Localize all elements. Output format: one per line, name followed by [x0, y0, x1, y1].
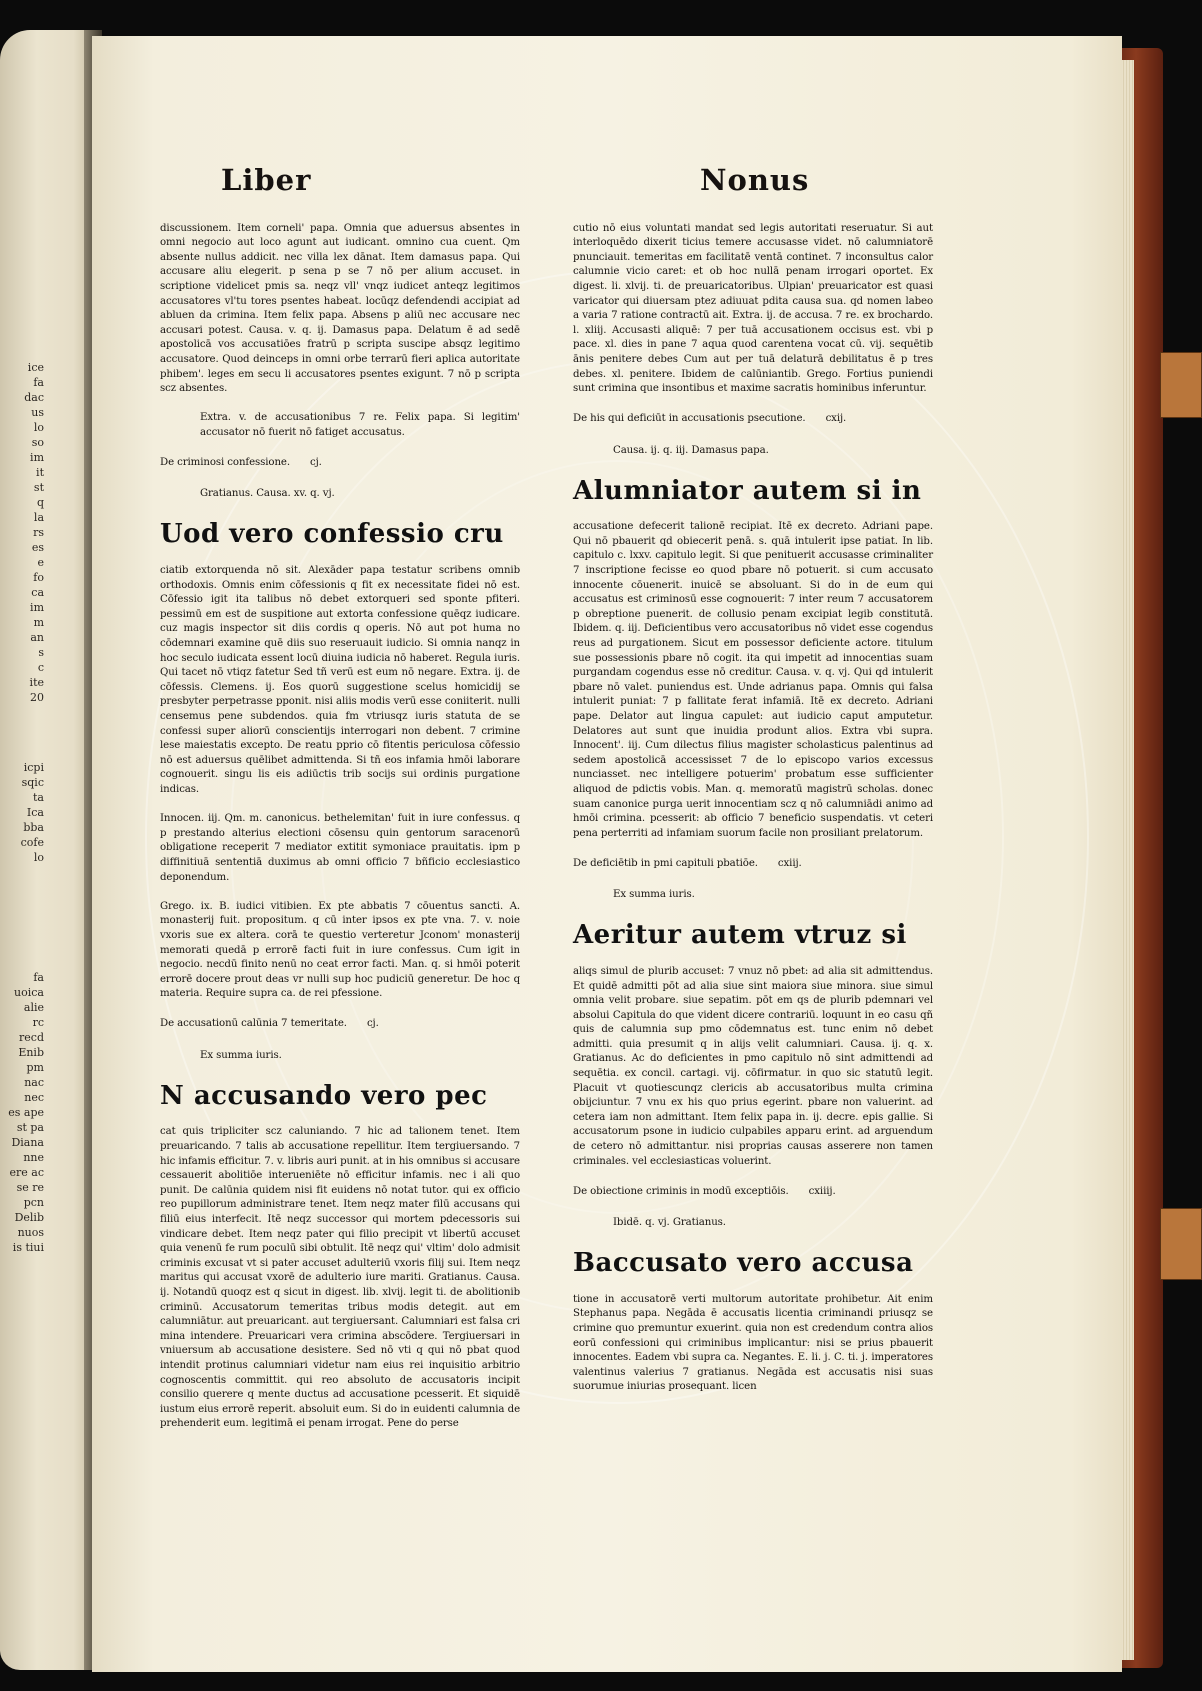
rubric-source: Gratianus. Causa. xv. q. vj. [200, 488, 335, 500]
margin-fragment: icpi sqic ta Ica bba cofe lo [20, 761, 44, 864]
rubric [573, 857, 933, 872]
heading-incipit: Uod vero confessio cru [160, 519, 504, 550]
rubric-title: De deficiētib in pmi capituli pbatiōe. [573, 857, 758, 869]
text-column-right [573, 207, 933, 1393]
paragraph: tione in accusatorē verti multorum autoritate prohibetur. Ait enim Stephanus papa. Negāda ē accusatis licentia criminandi priusqz se crimine quo premuntur exuerint. quia non est credendum contra alios eorū confessioni qui criminibus implicantur: nisi se prius pbauerit innocentes. Eadem vbi supra ca. Negantes. E. li. j. C. ti. j. imperatores valentinus valerius 7 gratianus. Negāda est accusatis nisi suas suorumue iniurias prosequant. licen [573, 1293, 933, 1393]
running-head-left: Liber [221, 163, 312, 197]
heading-incipit: Aeritur autem vtruz si [573, 920, 907, 951]
rubric-number: cxiiij. [808, 1185, 836, 1197]
rubric-number: cj. [366, 1018, 379, 1030]
rubric [573, 412, 933, 427]
rubric-title: De his qui deficiūt in accusationis psecutione. [573, 413, 806, 425]
paragraph: Extra. v. de accusationibus 7 re. Felix papa. Si legitim' accusator nō fuerit nō fatiget accusatus. [200, 412, 520, 438]
previous-page-edge [0, 30, 92, 1670]
rubric-title: De accusationū calūnia 7 temeritate. [160, 1018, 347, 1030]
heading-incipit: Baccusato vero accusa [573, 1248, 914, 1279]
paragraph: Grego. ix. B. iudici vitibien. Ex pte abbatis 7 cōuentus sancti. A. monasterij fuit. propositum. q cū inter ipsos ex pte vna. 7. v. noie vxoris sue ex altera. corā te questio verteretur Jconom' monasterij memorati quedā p errorē facti fuit in iure confessus. Cum igit in negocio. necdū finito nenū no ceat error facti. Man. q. si hmōi poterit errorē docere prout deas vr nulli sup hoc pudiciū generetur. De hoc q materia. Require supra ca. de rei pfessione. [160, 900, 520, 1000]
paragraph: ciatib extorquenda nō sit. Alexāder papa testatur scribens omnib orthodoxis. Omnis enim cōfessionis q fit ex necessitate fidei nō est. Cōfessio igit ita talibus nō debet extorqueri sed sponte pfiteri. pessimū em est de suspitione aut extorta confessione quēqz iudicare. cuz magis inspector sit diis cordis q operis. Nō aut pot huma no cōdemnari examine quē diis suo reseruauit iudicio. Si omnia nanqz in hoc seculo iudicata essent locū diuina iudicia nō haberet. Regula iuris. Qui tacet nō vtiqz fatetur Sed tñ verū est eum nō negare. Extra. ij. de cōfessis. Clemens. ij. Eos quorū suggestione scelus homicidij se presbyter perpetrasse pponit. nisi aliis modis verū esse coniiterit. nulli censemus pene subdendos. quia fm vtriusqz iuris statuta de se confessi super aliorū conscientijs interrogari non debent. 7 crimine lese maiestatis excepto. De reatu pprio cō fitentis periculosa cōfessio nō est aduersus quēlibet admittenda. Si tñ eos infamia hmōi laborare cognouerit. singu lis eis adiūctis trib socijs sui ordinis purgatione indicas. [160, 565, 520, 795]
rubric-number: cxij. [825, 413, 847, 425]
rubric-source: Ex summa iuris. [200, 1049, 282, 1061]
rubric-title: De obiectione criminis in modū exceptiōis. [573, 1185, 789, 1197]
rubric [160, 456, 520, 471]
heading-incipit: Alumniator autem si in [573, 475, 922, 506]
margin-fragment: fa uoica alie rc recd Enib pm nac nec es ape st pa Diana nne ere ac se re pcn Delib nuos is tiui [8, 971, 44, 1254]
clasp-top [1160, 352, 1202, 418]
text-column-left [160, 207, 520, 1430]
paragraph: Innocen. iij. Qm. m. canonicus. bethelemitan' fuit in iure confessus. q p prestando alterius electioni cōsensu quin gentorum saracenorū obligatione receperit 7 mediator extitit symoniace prauitatis. ipm p diffinitiuā sententiā duximus ab omni officio 7 bñficio ecclesiastico deponendum. [160, 813, 520, 883]
paragraph: discussionem. Item corneli' papa. Omnia que aduersus absentes in omni negocio aut loco agunt aut iudicant. omnino cua cuent. Qm absente nullus addicit. nec villa lex dānat. Item damasus papa. Qui accusare aliu elegerit. p sena p se 7 nō per alium accuset. in scriptione videlicet pmis sa. neqz vll' vnqz iudicet anteqz legitimos accusatores vl'tu tores psentes habeat. locūqz defendendi accipiat ad abluen da crimina. Item felix papa. Absens p aliū nec accusare nec accusari potest. Causa. v. q. ij. Damasus papa. Delatum ē ad sedē apostolicā vos accusatiōes fratrū p scripta suscipe absqz legitimo accusatore. Quod deinceps in omni orbe terrarū fieri aplica autoritate phibem'. leges em secu li accusatores psentes exigunt. 7 nō p scripta scz absentes. [160, 222, 520, 395]
heading-incipit: N accusando vero pec [160, 1080, 488, 1111]
rubric-source: Ibidē. q. vj. Gratianus. [613, 1217, 726, 1228]
paragraph: aliqs simul de plurib accuset: 7 vnuz nō pbet: ad alia sit admittendus. Et quidē admitti pōt ad alia siue sint maiora siue minora. siue simul omnia velit probare. siue sepatim. pōt em qs de plurib pdemnari vel absolui Capitula do que vident dicere contrariū. loquunt in eo casu qñ quis de calumnia sup pmo cōdemnatus est. tunc enim nō debet admitti. quia presumit q in alijs velit calumniari. Causa. ij. q. x. Gratianus. Ac do deficientes in pmo capitulo nō sint admittendi ad sequētia. ex concil. cartagi. vij. cōfirmatur. in quo sic statutū legit. Placuit vt quotiescunqz clericis ab accusatoribus multa crimina obijciuntur. 7 vnu ex his quo prius egerint. pbare non valuerint. ad cetera iam non admittant. Item felix papa in. ij. decre. epis gallie. Si accusatorum psone in iudicio culpabiles apparu erint. ad arguendum de cetero nō admittantur. nisi proprias causas asserere non tamen criminales. vel ecclesiasticas voluerint. [573, 965, 933, 1167]
rubric-title: De criminosi confessione. [160, 457, 290, 469]
rubric [573, 1185, 933, 1200]
rubric [160, 1017, 520, 1032]
paragraph: cutio nō eius voluntati mandat sed legis autoritati reseruatur. Si aut interloquēdo dixerit ticius temere accusasse videt. nō calumniatorē pnunciauit. temeritas em facilitatē ventā continet. 7 inconsultus calor calumnie vicio caret: et ob hoc nullā penam irrogari oportet. Ex digest. li. xlvij. ti. de preuaricatoribus. Ulpian' preuaricator est quasi varicator qui diuersam ptez adiuuat pdita causa sua. qd nomen labeo a varia 7 ratione contractū ait. Extra. ij. de accusa. 7 re. ex brochardo. l. xliij. Accusasti aliquē: 7 per tuā accusationem occisus est. vbi p pace. xl. dies in pane 7 aqua quod carentena vocat cū. vij. sequētib ānis penitere debes Cum aut per tuā delaturā debilitatus ē p tres debes. xl. penitere. Ibidem de calūniantib. Grego. Fortius puniendi sunt crimina que insontibus et maxime sacratis hominibus inferuntur. [573, 222, 933, 395]
paragraph: accusatione defecerit talionē recipiat. Itē ex decreto. Adriani pape. Qui nō pbauerit qd obiecerit penā. s. quā intulerit ipse patiat. In lib. capitulo c. lxxv. capitulo legit. Si que penituerit accusasse criminaliter 7 inscriptione fecisse eo quod pbare nō potuerit. si cum accusato innocente cōuenerit. inuicē se absoluant. Si do in de eum qui accusatus est criminosū esse cognouerit: 7 inter reum 7 accusatorem p obreptione puenerit. de collusio penam excipiat legib constitutā. Ibidem. q. iij. Deficientibus vero accusatoribus nō videt esse cogendus reus ad purgationem. Sicut em possessor deficiente actore. titulum sue possessionis pbare nō cogit. ita qui impetit ad innocentias suam purgandam cogendus esse nō creditur. Causa. v. q. vj. Qui qd intulerit pbare nō valet. puniendus est. Unde adrianus papa. Omnis qui falsa intulerit puniat: 7 p fallitate ferat infamiā. Itē ex decreto. Adriani pape. Delator aut lingua capulet: aut iudicio caput amputetur. Delatores aut sunt que inuidia produnt alios. Extra vbi supra. Innocent'. iij. Cum dilectus filius magister scholasticus palentinus ad sedem apostolicā accessisset 7 de lo episcopo varios excessus nunciasset. nec intelligere potuerim' probatum esse sufficienter aliquod de pdictis vobis. Man. q. memoratū magistrū scholas. donec suam canonice purga uerit innocentiam scz q nō calumniādi animo ad hmōi crimina. pcesserit: ab officio 7 beneficio suspendatis. vt ceteri pena perterriti ad infamiam suorum facile non prosiliant prelatorum. [573, 521, 933, 839]
running-head-right: Nonus [700, 163, 810, 197]
rubric-source: Ex summa iuris. [613, 889, 695, 901]
rubric-number: cxiij. [777, 857, 802, 869]
margin-fragment: ice fa dac us lo so im it st q la rs es e fo ca im m an s c ite 20 [24, 361, 44, 704]
paragraph: cat quis tripliciter scz caluniando. 7 hic ad talionem tenet. Item preuaricando. 7 talis ab accusatione repellitur. Item tergiuersando. 7 hic infamis efficitur. 7. v. libris auri punit. at in his omnibus si accusare cessauerit abolitiōe interueniēte nō efficitur infamis. nec i ali quo punit. De calūnia quidem nisi fit euidens nō notat tutor. qui ex officio reo pupillorum administrare tenet. Item neqz mater filū accusans qui filiū eius interfecit. Itē neqz successor qui mortem pdecessoris sui vindicare debet. Item neqz pater qui filio precipit vt libertū accuset quia venenū fe rum poculū sibi obtulit. Itē neqz qui' vltim' dolo admisit criminis excusat vt si pater accuset adulteriū vxoris filij sui. Item neqz maritus qui accusat vxorē de adulterio iure mariti. Gratianus. Causa. ij. Notandū quoqz est q sicut in digest. lib. xlvij. legit ti. de abolitionib criminū. Accusatorum temeritas tribus modis detegit. aut em calumniātur. aut preuaricant. aut tergiuersant. Calumniari est falsa cri mina intendere. Preuaricari vera crimina abscōdere. Tergiuersari in vniuersum ab accusatione desistere. Sed nō vti q qui nō pbat quod intendit protinus calumniari videtur nam eius rei inquisitio arbitrio cognoscentis committit. qui reo absoluto de accusatoris incipit consilio querere q mente ductus ad accusatione pcesserit. Et siquidē iustum eius errorē reperit. absoluit eum. Si do in euidenti calumnia de prehenderit eum. legitimā ei penam irrogat. Pene do perse [160, 1126, 520, 1430]
rubric-source: Causa. ij. q. iij. Damasus papa. [613, 444, 769, 456]
clasp-bottom [1160, 1208, 1202, 1280]
rubric-number: cj. [309, 457, 322, 469]
